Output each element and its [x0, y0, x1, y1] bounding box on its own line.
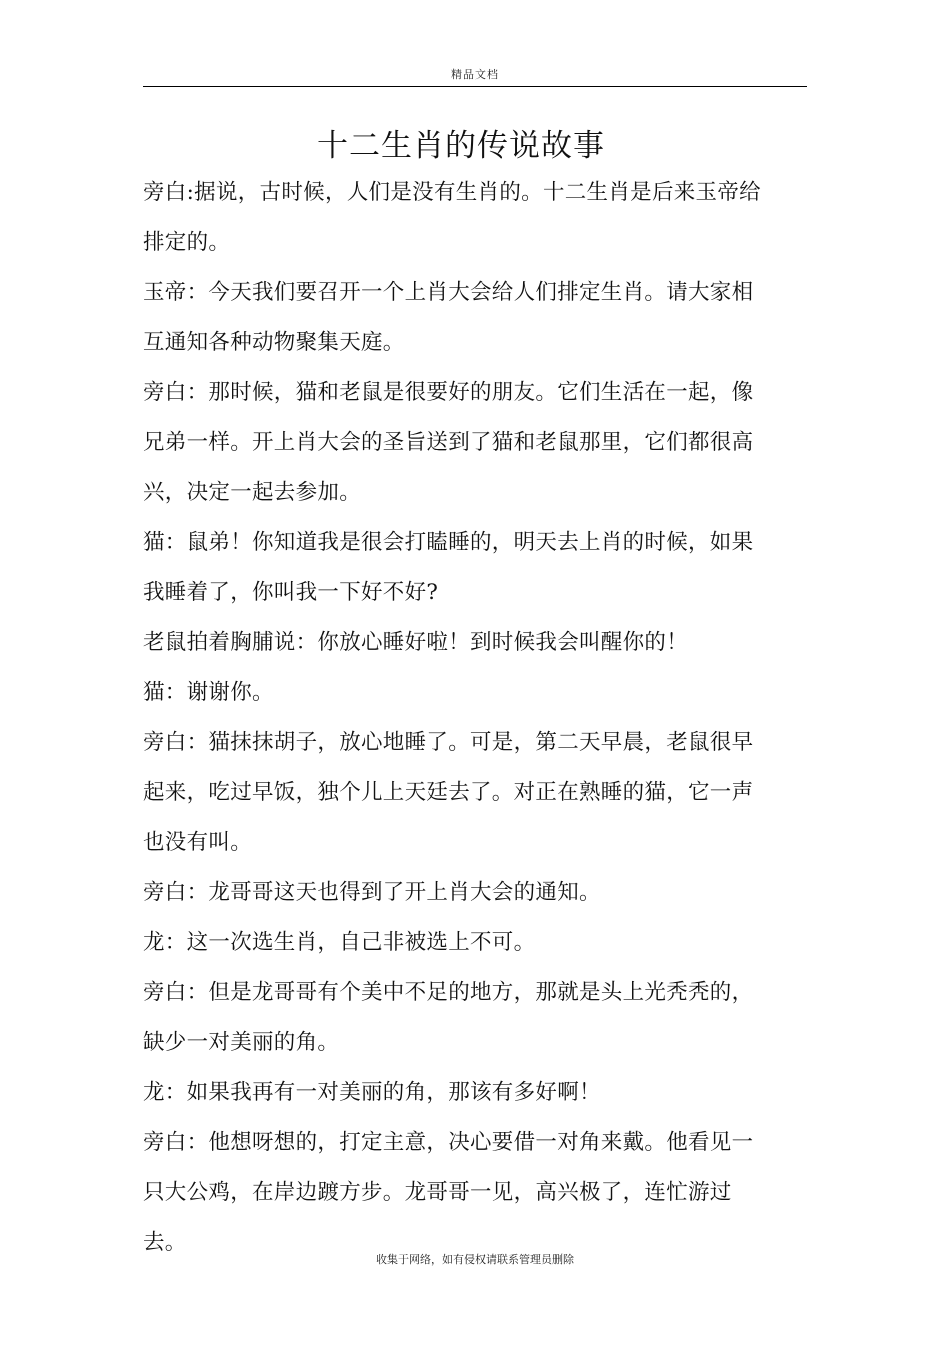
paragraph: 猫：鼠弟！你知道我是很会打瞌睡的，明天去上肖的时候，如果我睡着了，你叫我一下好不好?	[143, 530, 754, 605]
paragraph: 旁白：那时候，猫和老鼠是很要好的朋友。它们生活在一起，像兄弟一样。开上肖大会的圣旨送到了猫和老鼠那里，它们都很高兴，决定一起去参加。	[143, 380, 754, 505]
document-body	[143, 168, 767, 1268]
paragraph: 旁白：但是龙哥哥有个美中不足的地方，那就是头上光秃秃的，缺少一对美丽的角。	[143, 980, 754, 1055]
paragraph: 猫：谢谢你。	[143, 680, 274, 705]
paragraph: 龙：如果我再有一对美丽的角，那该有多好啊！	[143, 1080, 601, 1105]
paragraph: 玉帝：今天我们要召开一个上肖大会给人们排定生肖。请大家相互通知各种动物聚集天庭。	[143, 280, 754, 355]
page-header: 精品文档	[451, 68, 499, 81]
header-divider	[143, 86, 807, 87]
document-title: 十二生肖的传说故事	[317, 128, 605, 164]
paragraph: 老鼠拍着胸脯说：你放心睡好啦！到时候我会叫醒你的！	[143, 630, 689, 655]
page-footer: 收集于网络，如有侵权请联系管理员删除	[376, 1253, 574, 1266]
paragraph: 旁白：猫抹抹胡子，放心地睡了。可是，第二天早晨，老鼠很早起来，吃过早饭，独个儿上天廷去了。对正在熟睡的猫，它一声也没有叫。	[143, 730, 754, 855]
paragraph: 旁白：龙哥哥这天也得到了开上肖大会的通知。	[143, 880, 601, 905]
paragraph: 旁白：他想呀想的，打定主意，决心要借一对角来戴。他看见一只大公鸡，在岸边踱方步。龙哥哥一见，高兴极了，连忙游过去。	[143, 1130, 754, 1255]
paragraph: 旁白:据说，古时候，人们是没有生肖的。十二生肖是后来玉帝给排定的。	[143, 180, 761, 255]
paragraph: 龙：这一次选生肖，自己非被选上不可。	[143, 930, 536, 955]
